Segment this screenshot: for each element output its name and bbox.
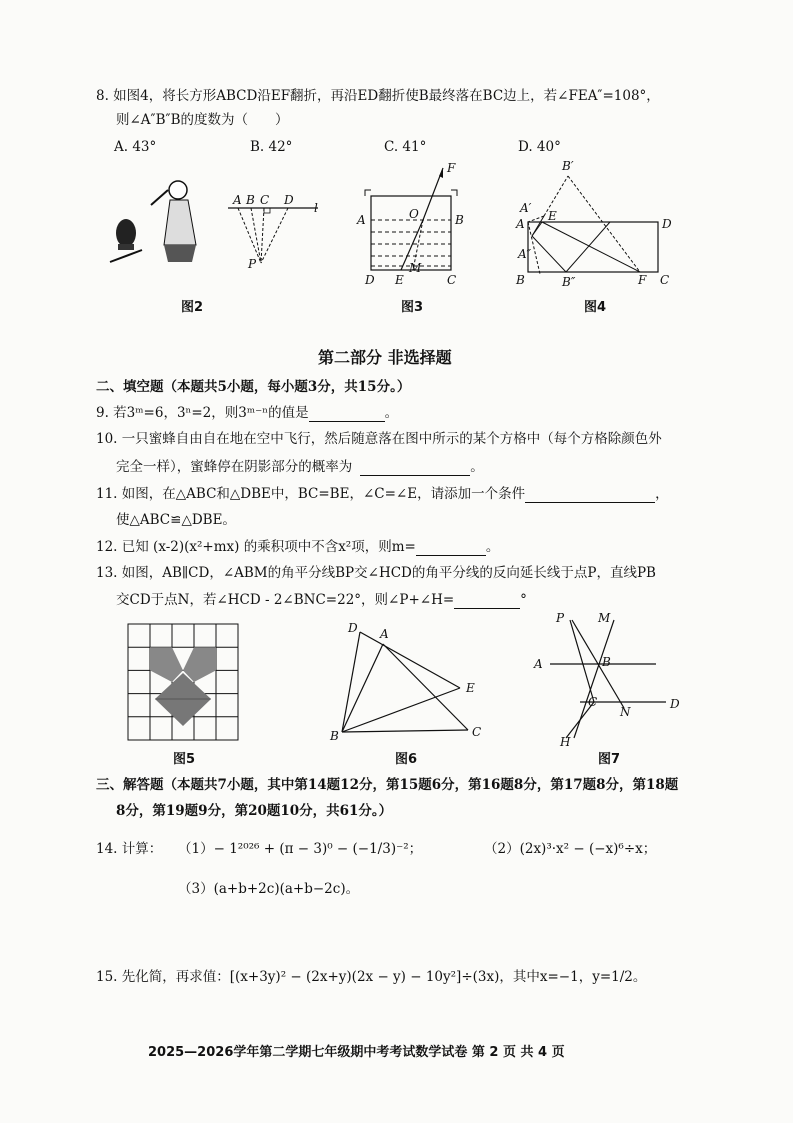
- q13-row-2: [116, 591, 527, 609]
- q11-line-1: 11. 如图，在△ABC和△DBE中，BC=BE，∠C=∠E，请添加一个条件: [96, 486, 526, 502]
- q14-part-2: （2）(2x)³·x² − (−x)⁶÷x；: [484, 841, 657, 857]
- q9-end: 。: [384, 405, 399, 421]
- fig5-label: 图5: [173, 752, 196, 767]
- figure-3: [355, 160, 475, 292]
- fig7-point-p: P: [556, 611, 565, 625]
- fig3-point-m: M: [409, 261, 422, 275]
- q10-line-1: 10. 一只蜜蜂自由自在地在空中飞行，然后随意落在图中所示的某个方格中（每个方格除颜色外: [96, 431, 662, 447]
- fig4-label: 图4: [584, 300, 607, 315]
- q13-end: °: [520, 592, 527, 608]
- fig3-point-c: C: [447, 273, 457, 287]
- q8-stem: 8. 如图4，将长方形ABCD沿EF翻折，再沿ED翻折使B最终落在BC边上，若∠FEA″=108°，: [96, 88, 660, 104]
- fig7-point-c: C: [588, 695, 598, 709]
- q13-line-1: 13. 如图，AB∥CD，∠ABM的角平分线BP交∠HCD的角平分线的反向延长线于点P，直线PB: [96, 565, 656, 581]
- fig6-label: 图6: [395, 752, 418, 767]
- fig4-point-f: F: [638, 273, 647, 287]
- fig6-point-b: B: [330, 729, 339, 743]
- fig4-point-e: E: [548, 209, 557, 223]
- q12-row: [96, 538, 499, 556]
- q8-option-c: C. 41°: [384, 139, 427, 155]
- fig2-point-c: C: [260, 193, 270, 207]
- fig4-point-b-prime: B′: [562, 159, 574, 173]
- fig3-point-d: D: [365, 273, 375, 287]
- q11-answer-blank[interactable]: [525, 488, 655, 503]
- q10-end: 。: [470, 459, 484, 475]
- fig6-point-a: A: [380, 627, 389, 641]
- q9-answer-blank[interactable]: [309, 407, 385, 422]
- q14-part-3: （3）(a+b+2c)(a+b−2c)。: [178, 881, 360, 897]
- q10-row-2: [116, 458, 484, 476]
- fig5-shaded-left-triangle: [150, 647, 183, 682]
- q8-stem-2: 则∠A″B″B的度数为（ ）: [116, 112, 289, 128]
- fig4-point-b-double-prime: B″: [562, 275, 576, 289]
- figure-6: [328, 620, 488, 744]
- fig2-point-a: A: [233, 193, 242, 207]
- fig2-line-l: l: [314, 201, 318, 215]
- fig4-point-c: C: [660, 273, 670, 287]
- q13-line-2: 交CD于点N，若∠HCD - 2∠BNC=22°，则∠P+∠H=: [116, 592, 455, 608]
- figure-2: [96, 170, 336, 290]
- fig3-point-e: E: [395, 273, 404, 287]
- fig4-point-b: B: [516, 273, 525, 287]
- fig4-point-a-double-prime: A″: [518, 247, 532, 261]
- fig4-point-a: A: [516, 217, 525, 231]
- fig7-point-d: D: [670, 697, 680, 711]
- fig6-point-c: C: [472, 725, 482, 739]
- q11-line-2: 使△ABC≌△DBE。: [116, 512, 236, 528]
- fig2-point-d: D: [284, 193, 294, 207]
- q11-end: ，: [655, 486, 669, 502]
- q11-row-1: [96, 485, 669, 503]
- fig5-shaded-diamond: [155, 673, 211, 726]
- fig7-point-a: A: [534, 657, 543, 671]
- fig7-point-h: H: [560, 735, 571, 749]
- figure-2-illustration: [110, 181, 196, 262]
- fig2-point-p: P: [248, 257, 257, 271]
- q12-text: 12. 已知 (x-2)(x²+mx) 的乘积项中不含x²项，则m=: [96, 539, 416, 555]
- fig6-point-e: E: [466, 681, 475, 695]
- fig3-point-b: B: [455, 213, 464, 227]
- fig4-point-d: D: [662, 217, 672, 231]
- page-footer: 2025—2026学年第二学期七年级期中考考试数学试卷 第 2 页 共 4 页: [148, 1045, 565, 1060]
- q9-row: [96, 404, 398, 422]
- fig7-label: 图7: [598, 752, 621, 767]
- section-solve-heading-1: 三、解答题（本题共7小题，其中第14题12分，第15题6分，第16题8分，第17题8分，第18题: [96, 777, 679, 793]
- section-solve-heading-2: 8分，第19题9分，第20题10分，共61分。）: [116, 803, 393, 819]
- fig4-point-a-prime: A′: [520, 201, 532, 215]
- fig3-label: 图3: [401, 300, 424, 315]
- q12-end: 。: [485, 539, 500, 555]
- fig6-point-d: D: [348, 621, 358, 635]
- fig3-point-o: O: [409, 207, 419, 221]
- fig3-point-f: F: [447, 161, 456, 175]
- figure-4: [510, 158, 675, 293]
- q10-answer-blank[interactable]: [360, 461, 470, 476]
- figure-7: [530, 610, 690, 750]
- q8-option-d: D. 40°: [518, 139, 561, 155]
- q13-answer-blank[interactable]: [454, 594, 520, 609]
- fig7-point-b: B: [602, 655, 611, 669]
- fig3-point-a: A: [357, 213, 366, 227]
- q9-text: 9. 若3ᵐ=6，3ⁿ=2，则3ᵐ⁻ⁿ的值是: [96, 405, 309, 421]
- q15-text: 15. 先化简，再求值：[(x+3y)² − (2x+y)(2x − y) − 10y²]÷(3x)，其中x=−1，y=1/2。: [96, 969, 647, 985]
- fig2-point-b: B: [246, 193, 255, 207]
- q12-answer-blank[interactable]: [416, 541, 486, 556]
- q8-option-a: A. 43°: [114, 139, 157, 155]
- fig7-point-m: M: [598, 611, 611, 625]
- figure-5: [128, 624, 240, 742]
- q10-line-2: 完全一样），蜜蜂停在阴影部分的概率为: [116, 459, 353, 475]
- fig2-label: 图2: [181, 300, 204, 315]
- part2-title: 第二部分 非选择题: [318, 348, 452, 367]
- q8-option-b: B. 42°: [250, 139, 293, 155]
- section-fill-in-heading: 二、填空题（本题共5小题，每小题3分，共15分。）: [96, 379, 411, 395]
- fig7-point-n: N: [620, 705, 631, 719]
- q14-label: 14. 计算：: [96, 841, 163, 857]
- fig5-shaded-right-triangle: [183, 647, 216, 682]
- q14-part-1: （1）− 1²⁰²⁶ + (π − 3)⁰ − (−1/3)⁻²；: [178, 841, 423, 857]
